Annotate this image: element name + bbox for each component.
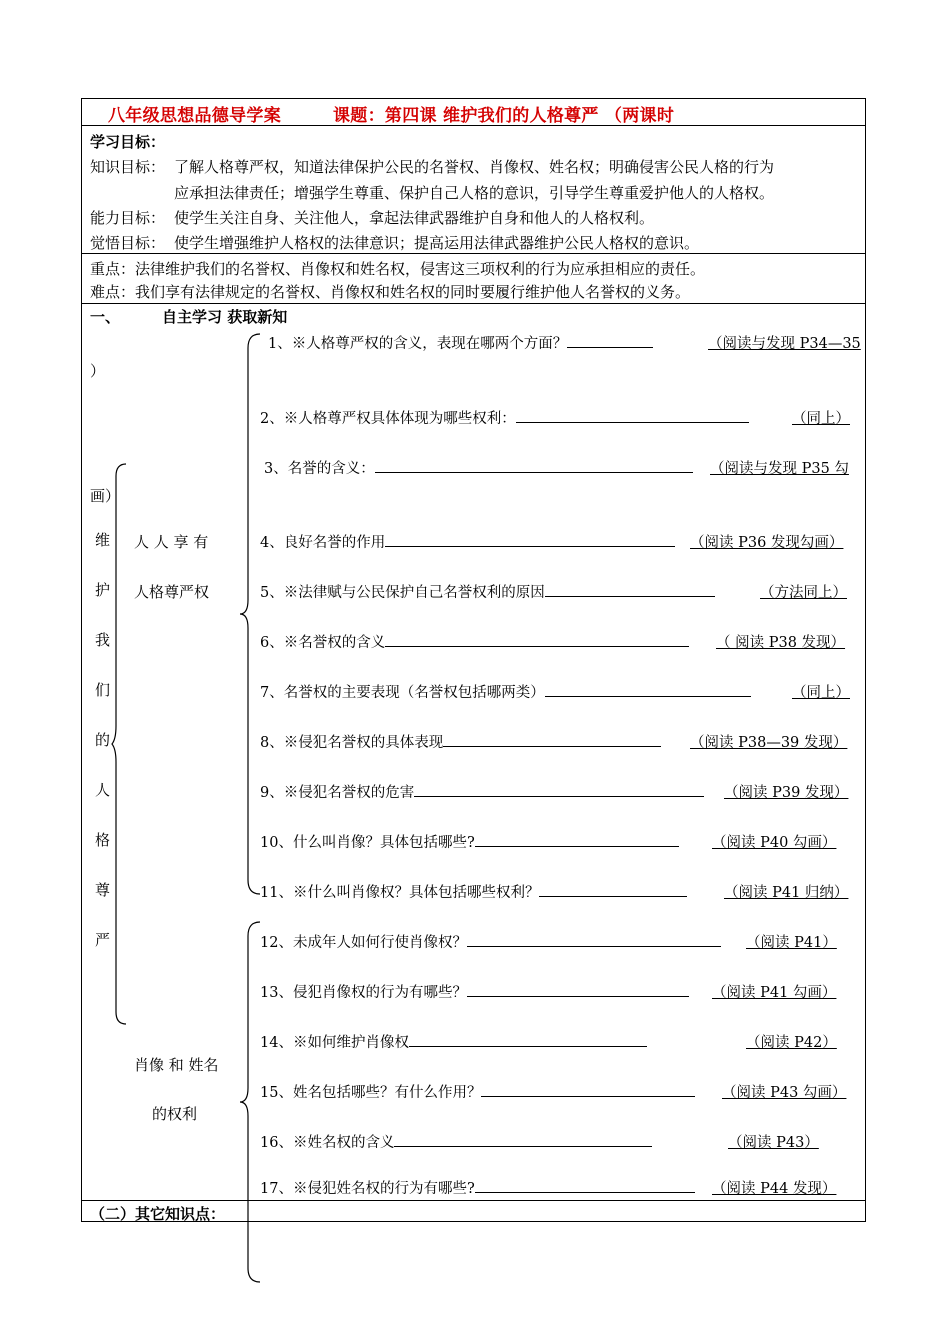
- question-16-ref: （阅读 P43）: [728, 1135, 819, 1151]
- question-13-ref: （阅读 P41 勾画）: [712, 985, 837, 1001]
- question-3-ref: （阅读与发现 P35 勾: [710, 461, 849, 477]
- question-17: 17、※侵犯姓名权的行为有哪些?: [260, 1177, 695, 1198]
- main-topic-char: 尊: [95, 881, 111, 899]
- question-17-ref: （阅读 P44 发现）: [712, 1181, 837, 1197]
- question-8: 8、※侵犯名誉权的具体表现: [260, 731, 661, 752]
- title-right: 课题：第四课 维护我们的人格尊严 （两课时: [333, 106, 675, 126]
- focus-point: 重点：法律维护我们的名誉权、肖像权和姓名权，侵害这三项权利的行为应承担相应的责任。: [90, 260, 706, 278]
- answer-blank[interactable]: [475, 1180, 695, 1193]
- question-1-ref: （阅读与发现 P34—35: [708, 336, 861, 352]
- answer-blank[interactable]: [414, 784, 704, 797]
- group1-label-line1: 人 人 享 有: [134, 533, 209, 551]
- answer-blank[interactable]: [467, 984, 689, 997]
- answer-blank[interactable]: [443, 734, 661, 747]
- page-title: [108, 101, 674, 126]
- question-5-ref: （方法同上）: [760, 585, 847, 601]
- question-12-ref: （阅读 P41）: [746, 935, 837, 951]
- question-1: 1、※人格尊严权的含义，表现在哪两个方面？: [268, 332, 653, 353]
- answer-blank[interactable]: [467, 934, 721, 947]
- objectives-heading: 学习目标：: [90, 133, 166, 151]
- question-10-ref: （阅读 P40 勾画）: [712, 835, 837, 851]
- section2-title: （二）其它知识点：: [90, 1205, 226, 1223]
- answer-blank[interactable]: [481, 1084, 695, 1097]
- difficulty-point: 难点：我们享有法律规定的名誉权、肖像权和姓名权的同时要履行维护他人名誉权的义务。: [90, 283, 691, 301]
- objectives-row: [82, 126, 865, 254]
- main-topic-char: 格: [95, 831, 111, 849]
- main-topic-char: 护: [95, 581, 111, 599]
- answer-blank[interactable]: [475, 834, 679, 847]
- question-15: 15、姓名包括哪些？有什么作用？: [260, 1081, 695, 1102]
- question-7: 7、名誉权的主要表现（名誉权包括哪两类）: [260, 681, 751, 702]
- worksheet-table: [81, 98, 866, 1222]
- answer-blank[interactable]: [385, 534, 675, 547]
- answer-blank[interactable]: [545, 684, 751, 697]
- knowledge-label: 知识目标：: [90, 158, 166, 176]
- question-14-ref: （阅读 P42）: [746, 1035, 837, 1051]
- question-2: 2、※人格尊严权具体体现为哪些权利：: [260, 407, 749, 428]
- carry-text-1: ）: [90, 362, 106, 380]
- question-11-ref: （阅读 P41 归纳）: [724, 885, 849, 901]
- question-4-ref: （阅读 P36 发现勾画）: [690, 535, 844, 551]
- self-study-section: [82, 304, 865, 1201]
- title-row: [82, 99, 865, 126]
- question-11: 11、※什么叫肖像权？具体包括哪些权利？: [260, 881, 687, 902]
- question-3: 3、名誉的含义：: [264, 457, 693, 478]
- question-13: 13、侵犯肖像权的行为有哪些？: [260, 981, 689, 1002]
- answer-blank[interactable]: [567, 335, 653, 348]
- main-brace: [112, 464, 128, 1024]
- question-9-ref: （阅读 P39 发现）: [724, 785, 849, 801]
- main-topic-char: 的: [95, 731, 111, 749]
- group2-brace: [240, 922, 262, 1282]
- question-5: 5、※法律赋与公民保护自己名誉权利的原因: [260, 581, 715, 602]
- key-points-row: [82, 254, 865, 304]
- question-9: 9、※侵犯名誉权的危害: [260, 781, 704, 802]
- main-topic-char: 们: [95, 681, 111, 699]
- answer-blank[interactable]: [394, 1134, 652, 1147]
- answer-blank[interactable]: [385, 634, 689, 647]
- question-15-ref: （阅读 P43 勾画）: [722, 1085, 847, 1101]
- main-topic-char: 人: [95, 781, 111, 799]
- ability-label: 能力目标：: [90, 209, 166, 227]
- answer-blank[interactable]: [539, 884, 687, 897]
- question-16: 16、※姓名权的含义: [260, 1131, 652, 1152]
- carry-text-3: 画）: [90, 487, 121, 505]
- ability-text: 使学生关注自身、关注他人，拿起法律武器维护自身和他人的人格权利。: [174, 209, 655, 227]
- answer-blank[interactable]: [375, 460, 693, 473]
- answer-blank[interactable]: [545, 584, 715, 597]
- question-4: 4、良好名誉的作用: [260, 531, 675, 552]
- question-2-ref: （同上）: [792, 411, 850, 427]
- group2-label-line2: 的权利: [152, 1105, 198, 1123]
- main-topic-char: 我: [95, 631, 111, 649]
- answer-blank[interactable]: [409, 1034, 647, 1047]
- question-10: 10、什么叫肖像？具体包括哪些?: [260, 831, 679, 852]
- section1-title: 自主学习 获取新知: [162, 308, 288, 326]
- knowledge-text-2: 应承担法律责任；增强学生尊重、保护自己人格的意识，引导学生尊重爱护他人的人格权。: [174, 184, 775, 202]
- group2-label-line1: 肖像 和 姓名: [134, 1056, 219, 1074]
- question-8-ref: （阅读 P38—39 发现）: [690, 735, 848, 751]
- awareness-label: 觉悟目标：: [90, 234, 166, 252]
- question-6: 6、※名誉权的含义: [260, 631, 689, 652]
- main-topic-char: 维: [95, 531, 111, 549]
- question-14: 14、※如何维护肖像权: [260, 1031, 647, 1052]
- question-12: 12、未成年人如何行使肖像权？: [260, 931, 721, 952]
- main-topic-char: 严: [95, 931, 111, 949]
- question-6-ref: （ 阅读 P38 发现）: [716, 635, 846, 651]
- section1-number: 一、: [90, 308, 121, 326]
- answer-blank[interactable]: [516, 410, 749, 423]
- knowledge-text-1: 了解人格尊严权，知道法律保护公民的名誉权、肖像权、姓名权；明确侵害公民人格的行为: [174, 158, 775, 176]
- group1-brace: [240, 334, 262, 894]
- group1-label-line2: 人格尊严权: [134, 583, 210, 601]
- title-left: 八年级思想品德导学案: [108, 106, 281, 126]
- awareness-text: 使学生增强维护人格权的法律意识；提高运用法律武器维护公民人格权的意识。: [174, 234, 700, 252]
- question-7-ref: （同上）: [792, 685, 850, 701]
